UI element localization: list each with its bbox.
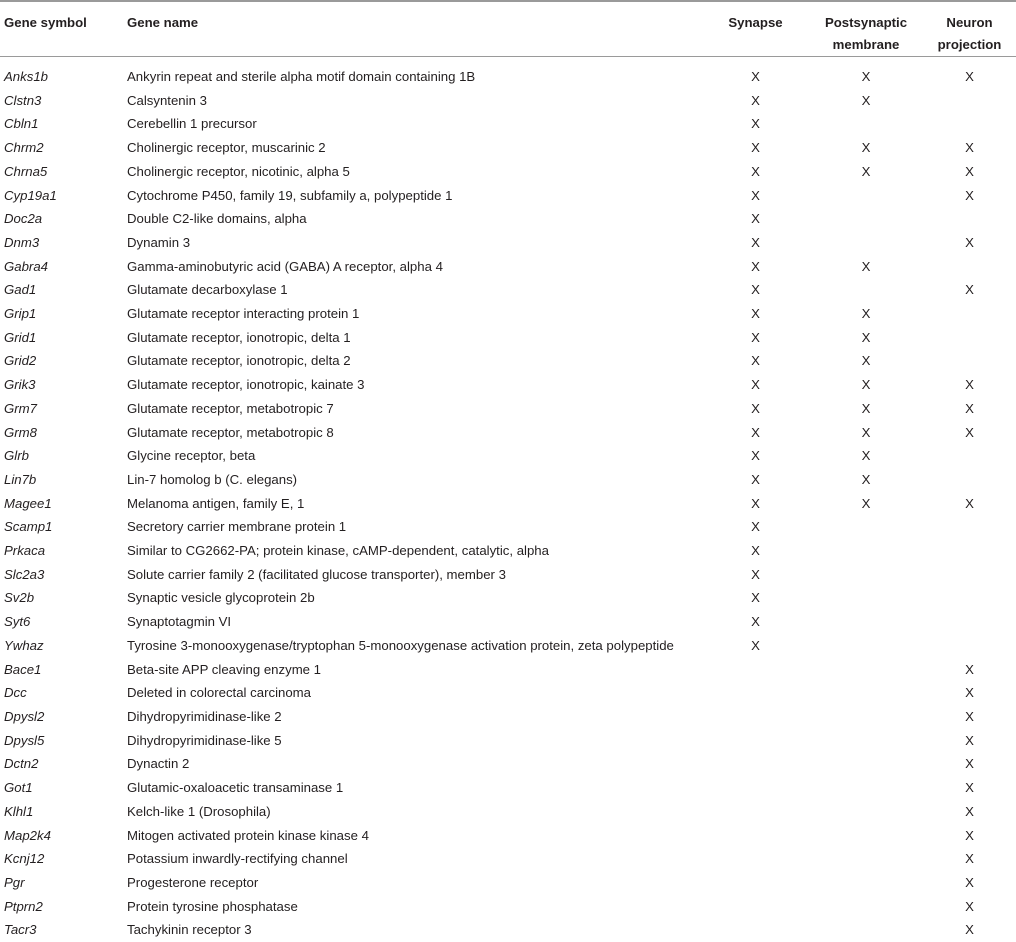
gene-name-cell: Beta-site APP cleaving enzyme 1	[127, 658, 702, 682]
table-row	[0, 349, 1016, 373]
gene-symbol-cell: Dnm3	[0, 231, 127, 255]
gene-symbol-cell: Doc2a	[0, 207, 127, 231]
table-header	[0, 1, 1016, 57]
neuron-projection-mark: X	[923, 918, 1016, 942]
synapse-mark: X	[702, 255, 809, 279]
header-postsynaptic-line1: Postsynaptic	[809, 12, 923, 34]
header-synapse: Synapse	[702, 2, 809, 57]
neuron-projection-mark	[923, 539, 1016, 563]
table-row	[0, 586, 1016, 610]
table-row	[0, 776, 1016, 800]
gene-symbol-cell: Clstn3	[0, 89, 127, 113]
gene-name-cell: Secretory carrier membrane protein 1	[127, 515, 702, 539]
synapse-mark: X	[702, 326, 809, 350]
table-row	[0, 634, 1016, 658]
table-row	[0, 800, 1016, 824]
header-neuron-projection	[923, 2, 1016, 57]
postsynaptic-mark: X	[809, 492, 923, 516]
neuron-projection-mark: X	[923, 421, 1016, 445]
gene-symbol-cell: Tacr3	[0, 918, 127, 942]
postsynaptic-mark	[809, 800, 923, 824]
synapse-mark: X	[702, 373, 809, 397]
synapse-mark: X	[702, 184, 809, 208]
postsynaptic-mark: X	[809, 444, 923, 468]
gene-symbol-cell: Scamp1	[0, 515, 127, 539]
gene-name-cell: Glutamate receptor interacting protein 1	[127, 302, 702, 326]
table-row	[0, 658, 1016, 682]
gene-symbol-cell: Chrm2	[0, 136, 127, 160]
synapse-mark	[702, 847, 809, 871]
synapse-mark: X	[702, 539, 809, 563]
table-row	[0, 871, 1016, 895]
postsynaptic-mark	[809, 918, 923, 942]
gene-symbol-cell: Slc2a3	[0, 563, 127, 587]
postsynaptic-mark	[809, 847, 923, 871]
gene-symbol-cell: Gabra4	[0, 255, 127, 279]
synapse-mark: X	[702, 563, 809, 587]
table-row	[0, 160, 1016, 184]
gene-name-cell: Tachykinin receptor 3	[127, 918, 702, 942]
postsynaptic-mark: X	[809, 373, 923, 397]
postsynaptic-mark	[809, 729, 923, 753]
postsynaptic-mark	[809, 586, 923, 610]
table-row	[0, 681, 1016, 705]
neuron-projection-mark: X	[923, 492, 1016, 516]
gene-name-cell: Glutamic-oxaloacetic transaminase 1	[127, 776, 702, 800]
gene-name-cell: Synaptotagmin VI	[127, 610, 702, 634]
table-row	[0, 468, 1016, 492]
gene-symbol-cell: Dctn2	[0, 752, 127, 776]
synapse-mark	[702, 752, 809, 776]
synapse-mark: X	[702, 112, 809, 136]
neuron-projection-mark: X	[923, 57, 1016, 89]
gene-name-cell: Cytochrome P450, family 19, subfamily a, polypeptide 1	[127, 184, 702, 208]
table-row	[0, 57, 1016, 89]
postsynaptic-mark	[809, 752, 923, 776]
postsynaptic-mark: X	[809, 421, 923, 445]
neuron-projection-mark: X	[923, 776, 1016, 800]
postsynaptic-mark	[809, 207, 923, 231]
neuron-projection-mark: X	[923, 824, 1016, 848]
synapse-mark: X	[702, 634, 809, 658]
postsynaptic-mark	[809, 824, 923, 848]
neuron-projection-mark	[923, 255, 1016, 279]
synapse-mark: X	[702, 207, 809, 231]
postsynaptic-mark: X	[809, 302, 923, 326]
postsynaptic-mark: X	[809, 57, 923, 89]
postsynaptic-mark	[809, 610, 923, 634]
table-row	[0, 89, 1016, 113]
gene-symbol-cell: Pgr	[0, 871, 127, 895]
gene-symbol-cell: Syt6	[0, 610, 127, 634]
gene-symbol-cell: Dpysl2	[0, 705, 127, 729]
table-row	[0, 515, 1016, 539]
postsynaptic-mark: X	[809, 89, 923, 113]
postsynaptic-mark: X	[809, 326, 923, 350]
postsynaptic-mark	[809, 563, 923, 587]
neuron-projection-mark: X	[923, 729, 1016, 753]
gene-symbol-cell: Bace1	[0, 658, 127, 682]
gene-symbol-cell: Anks1b	[0, 57, 127, 89]
gene-symbol-cell: Chrna5	[0, 160, 127, 184]
synapse-mark	[702, 871, 809, 895]
postsynaptic-mark	[809, 681, 923, 705]
gene-name-cell: Dynamin 3	[127, 231, 702, 255]
gene-symbol-cell: Grid1	[0, 326, 127, 350]
postsynaptic-mark	[809, 539, 923, 563]
table-row	[0, 326, 1016, 350]
gene-symbol-cell: Klhl1	[0, 800, 127, 824]
gene-symbol-cell: Gad1	[0, 278, 127, 302]
synapse-mark: X	[702, 586, 809, 610]
gene-symbol-cell: Grik3	[0, 373, 127, 397]
postsynaptic-mark	[809, 278, 923, 302]
gene-name-cell: Mitogen activated protein kinase kinase 4	[127, 824, 702, 848]
neuron-projection-mark	[923, 515, 1016, 539]
neuron-projection-mark	[923, 610, 1016, 634]
header-gene-symbol: Gene symbol	[0, 2, 127, 57]
table-row	[0, 563, 1016, 587]
gene-symbol-cell: Dpysl5	[0, 729, 127, 753]
gene-symbol-cell: Ywhaz	[0, 634, 127, 658]
synapse-mark	[702, 918, 809, 942]
postsynaptic-mark	[809, 658, 923, 682]
gene-symbol-cell: Dcc	[0, 681, 127, 705]
neuron-projection-mark: X	[923, 278, 1016, 302]
postsynaptic-mark: X	[809, 349, 923, 373]
neuron-projection-mark	[923, 302, 1016, 326]
table-row	[0, 918, 1016, 942]
synapse-mark: X	[702, 231, 809, 255]
neuron-projection-mark: X	[923, 373, 1016, 397]
table-row	[0, 184, 1016, 208]
postsynaptic-mark	[809, 871, 923, 895]
gene-name-cell: Potassium inwardly-rectifying channel	[127, 847, 702, 871]
synapse-mark: X	[702, 468, 809, 492]
postsynaptic-mark	[809, 184, 923, 208]
neuron-projection-mark: X	[923, 658, 1016, 682]
table-row	[0, 302, 1016, 326]
neuron-projection-mark	[923, 444, 1016, 468]
neuron-projection-mark	[923, 563, 1016, 587]
table-row	[0, 255, 1016, 279]
gene-symbol-cell: Sv2b	[0, 586, 127, 610]
gene-name-cell: Dynactin 2	[127, 752, 702, 776]
header-neuron-line2: projection	[923, 34, 1016, 56]
gene-name-cell: Dihydropyrimidinase-like 2	[127, 705, 702, 729]
table-row	[0, 847, 1016, 871]
postsynaptic-mark: X	[809, 255, 923, 279]
gene-name-cell: Glutamate receptor, ionotropic, kainate 3	[127, 373, 702, 397]
table-row	[0, 397, 1016, 421]
postsynaptic-mark	[809, 112, 923, 136]
synapse-mark: X	[702, 397, 809, 421]
gene-symbol-cell: Grip1	[0, 302, 127, 326]
gene-name-cell: Glutamate receptor, metabotropic 8	[127, 421, 702, 445]
gene-name-cell: Tyrosine 3-monooxygenase/tryptophan 5-monooxygenase activation protein, zeta polypeptide	[127, 634, 702, 658]
synapse-mark: X	[702, 136, 809, 160]
table-row	[0, 207, 1016, 231]
synapse-mark: X	[702, 610, 809, 634]
neuron-projection-mark: X	[923, 231, 1016, 255]
synapse-mark: X	[702, 492, 809, 516]
gene-name-cell: Deleted in colorectal carcinoma	[127, 681, 702, 705]
synapse-mark: X	[702, 421, 809, 445]
neuron-projection-mark	[923, 349, 1016, 373]
gene-name-cell: Glutamate receptor, ionotropic, delta 2	[127, 349, 702, 373]
neuron-projection-mark: X	[923, 895, 1016, 919]
synapse-mark	[702, 776, 809, 800]
postsynaptic-mark: X	[809, 397, 923, 421]
gene-name-cell: Protein tyrosine phosphatase	[127, 895, 702, 919]
gene-name-cell: Gamma-aminobutyric acid (GABA) A receptor, alpha 4	[127, 255, 702, 279]
gene-symbol-cell: Map2k4	[0, 824, 127, 848]
header-postsynaptic-line2: membrane	[809, 34, 923, 56]
table-row	[0, 444, 1016, 468]
gene-name-cell: Lin-7 homolog b (C. elegans)	[127, 468, 702, 492]
table-row	[0, 492, 1016, 516]
header-postsynaptic-membrane	[809, 2, 923, 57]
synapse-mark	[702, 681, 809, 705]
gene-name-cell: Glutamate decarboxylase 1	[127, 278, 702, 302]
table-row	[0, 421, 1016, 445]
table-row	[0, 705, 1016, 729]
table-row	[0, 752, 1016, 776]
synapse-mark	[702, 895, 809, 919]
header-gene-name: Gene name	[127, 2, 702, 57]
neuron-projection-mark: X	[923, 752, 1016, 776]
gene-symbol-cell: Ptprn2	[0, 895, 127, 919]
neuron-projection-mark: X	[923, 800, 1016, 824]
synapse-mark: X	[702, 444, 809, 468]
neuron-projection-mark: X	[923, 160, 1016, 184]
postsynaptic-mark	[809, 895, 923, 919]
synapse-mark	[702, 705, 809, 729]
synapse-mark: X	[702, 302, 809, 326]
neuron-projection-mark: X	[923, 136, 1016, 160]
table-row	[0, 729, 1016, 753]
gene-symbol-cell: Glrb	[0, 444, 127, 468]
gene-name-cell: Synaptic vesicle glycoprotein 2b	[127, 586, 702, 610]
synapse-mark: X	[702, 160, 809, 184]
table-row	[0, 895, 1016, 919]
table-row	[0, 136, 1016, 160]
neuron-projection-mark: X	[923, 705, 1016, 729]
gene-symbol-cell: Grm7	[0, 397, 127, 421]
synapse-mark: X	[702, 57, 809, 89]
gene-name-cell: Solute carrier family 2 (facilitated glucose transporter), member 3	[127, 563, 702, 587]
neuron-projection-mark	[923, 207, 1016, 231]
neuron-projection-mark: X	[923, 847, 1016, 871]
table-row	[0, 539, 1016, 563]
neuron-projection-mark: X	[923, 397, 1016, 421]
header-neuron-line1: Neuron	[923, 12, 1016, 34]
postsynaptic-mark: X	[809, 136, 923, 160]
synapse-mark: X	[702, 89, 809, 113]
gene-name-cell: Cerebellin 1 precursor	[127, 112, 702, 136]
postsynaptic-mark	[809, 776, 923, 800]
gene-name-cell: Calsyntenin 3	[127, 89, 702, 113]
neuron-projection-mark: X	[923, 681, 1016, 705]
gene-symbol-cell: Grid2	[0, 349, 127, 373]
neuron-projection-mark: X	[923, 184, 1016, 208]
gene-name-cell: Double C2-like domains, alpha	[127, 207, 702, 231]
neuron-projection-mark	[923, 326, 1016, 350]
postsynaptic-mark	[809, 634, 923, 658]
gene-name-cell: Progesterone receptor	[127, 871, 702, 895]
postsynaptic-mark: X	[809, 468, 923, 492]
gene-name-cell: Kelch-like 1 (Drosophila)	[127, 800, 702, 824]
neuron-projection-mark	[923, 112, 1016, 136]
table-row	[0, 112, 1016, 136]
gene-symbol-cell: Got1	[0, 776, 127, 800]
gene-name-cell: Glutamate receptor, metabotropic 7	[127, 397, 702, 421]
gene-name-cell: Melanoma antigen, family E, 1	[127, 492, 702, 516]
postsynaptic-mark: X	[809, 160, 923, 184]
gene-name-cell: Similar to CG2662-PA; protein kinase, cAMP-dependent, catalytic, alpha	[127, 539, 702, 563]
neuron-projection-mark: X	[923, 871, 1016, 895]
gene-symbol-cell: Cyp19a1	[0, 184, 127, 208]
table-row	[0, 231, 1016, 255]
gene-symbol-cell: Lin7b	[0, 468, 127, 492]
gene-name-cell: Dihydropyrimidinase-like 5	[127, 729, 702, 753]
synapse-mark	[702, 729, 809, 753]
synapse-mark: X	[702, 349, 809, 373]
gene-symbol-cell: Magee1	[0, 492, 127, 516]
gene-symbol-cell: Grm8	[0, 421, 127, 445]
table-row	[0, 824, 1016, 848]
gene-symbol-cell: Prkaca	[0, 539, 127, 563]
gene-name-cell: Glycine receptor, beta	[127, 444, 702, 468]
table-row	[0, 278, 1016, 302]
gene-name-cell: Cholinergic receptor, nicotinic, alpha 5	[127, 160, 702, 184]
postsynaptic-mark	[809, 231, 923, 255]
synapse-mark	[702, 658, 809, 682]
table-row	[0, 373, 1016, 397]
gene-symbol-cell: Cbln1	[0, 112, 127, 136]
gene-name-cell: Cholinergic receptor, muscarinic 2	[127, 136, 702, 160]
synapse-mark: X	[702, 515, 809, 539]
neuron-projection-mark	[923, 468, 1016, 492]
gene-name-cell: Glutamate receptor, ionotropic, delta 1	[127, 326, 702, 350]
neuron-projection-mark	[923, 634, 1016, 658]
synapse-mark	[702, 824, 809, 848]
neuron-projection-mark	[923, 89, 1016, 113]
gene-symbol-cell: Kcnj12	[0, 847, 127, 871]
gene-name-cell: Ankyrin repeat and sterile alpha motif domain containing 1B	[127, 57, 702, 89]
neuron-projection-mark	[923, 586, 1016, 610]
postsynaptic-mark	[809, 705, 923, 729]
table-row	[0, 610, 1016, 634]
synapse-mark: X	[702, 278, 809, 302]
table-body	[0, 57, 1016, 942]
postsynaptic-mark	[809, 515, 923, 539]
synapse-mark	[702, 800, 809, 824]
